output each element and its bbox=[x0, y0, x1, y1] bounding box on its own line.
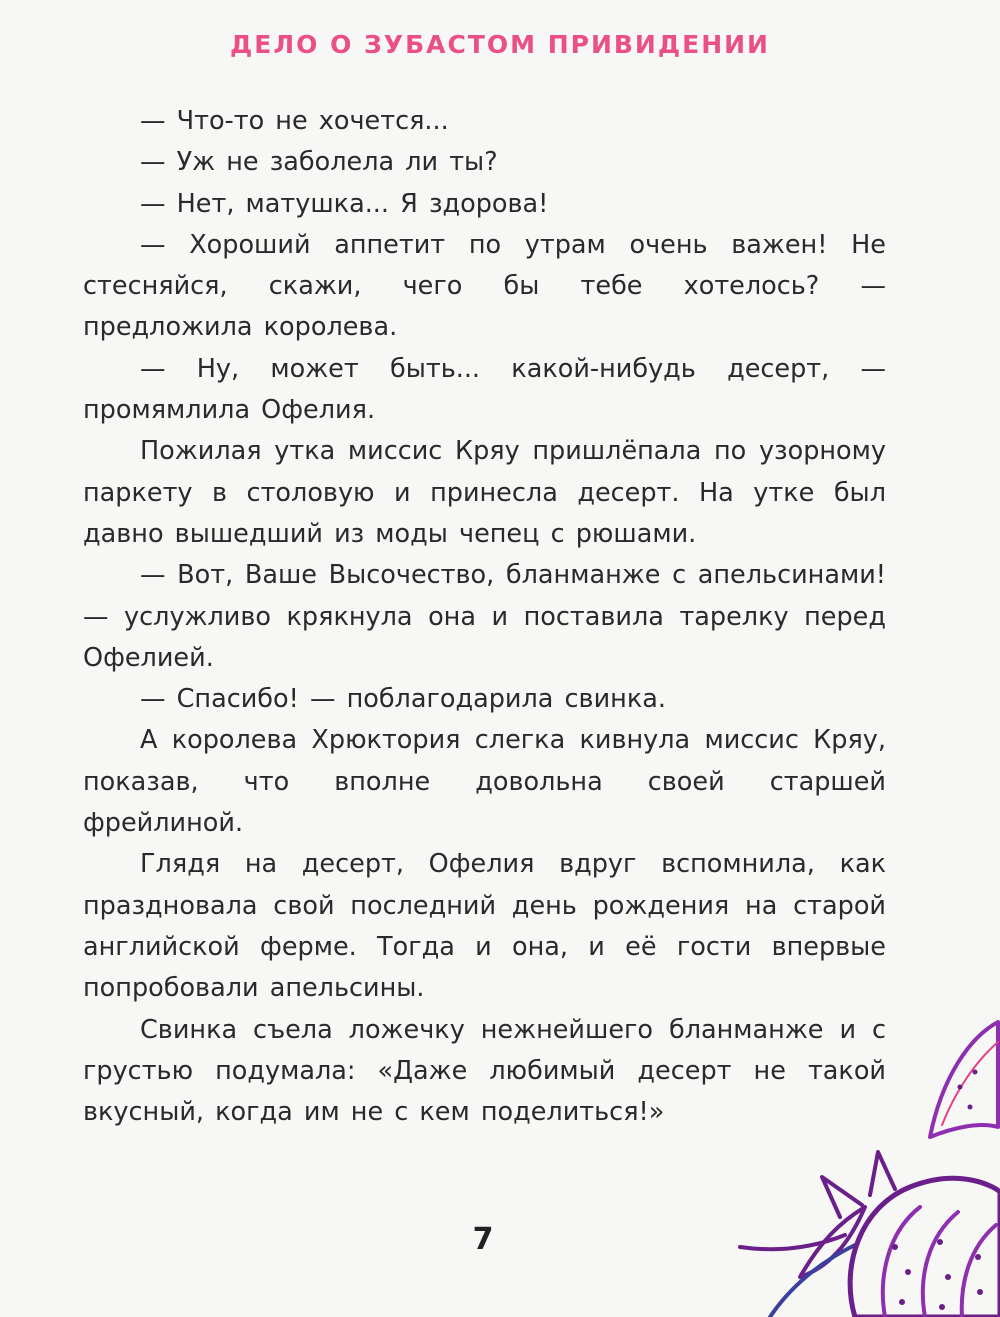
paragraph: — Хороший аппетит по утрам очень важен! Не стесняйся, скажи, чего бы тебе хотелось? — предложила королева. bbox=[83, 229, 886, 343]
paragraph: — Что-то не хочется... bbox=[140, 106, 449, 136]
paragraph: Свинка съела ложечку нежнейшего бланманже и с грустью подумала: «Даже любимый десерт не такой вкусный, когда им не с кем поделиться!» bbox=[83, 1014, 886, 1128]
flower-illustration-icon bbox=[680, 1017, 1000, 1317]
paragraph: А королева Хрюктория слегка кивнула миссис Кряу, показав, что вполне довольна своей старшей фрейлиной. bbox=[83, 725, 886, 839]
body-text bbox=[83, 101, 886, 1133]
paragraph: — Спасибо! — поблагодарила свинка. bbox=[140, 684, 666, 715]
paragraph: — Нет, матушка... Я здорова! bbox=[140, 188, 549, 219]
page-number: 7 bbox=[472, 1222, 494, 1257]
paragraph: Пожилая утка миссис Кряу пришлёпала по узорному паркету в столовую и принесла десерт. На утке был давно вышедший из моды чепец с рюшами. bbox=[83, 436, 886, 549]
paragraph: — Ну, может быть... какой-нибудь десерт, — промямлила Офелия. bbox=[83, 353, 886, 426]
paragraph: Глядя на десерт, Офелия вдруг вспомнила, как праздновала свой последний день рождения на старой английской ферме. Тогда и она, и её гости впервые попробовали апельсины. bbox=[83, 849, 886, 1004]
paragraph: — Уж не заболела ли ты? bbox=[140, 147, 498, 178]
running-title: ДЕЛО О ЗУБАСТОМ ПРИВИДЕНИИ bbox=[230, 30, 770, 59]
paragraph: — Вот, Ваше Высочество, бланманже с апельсинами! — услужливо крякнула она и поставила тарелку перед Офелией. bbox=[83, 560, 886, 673]
